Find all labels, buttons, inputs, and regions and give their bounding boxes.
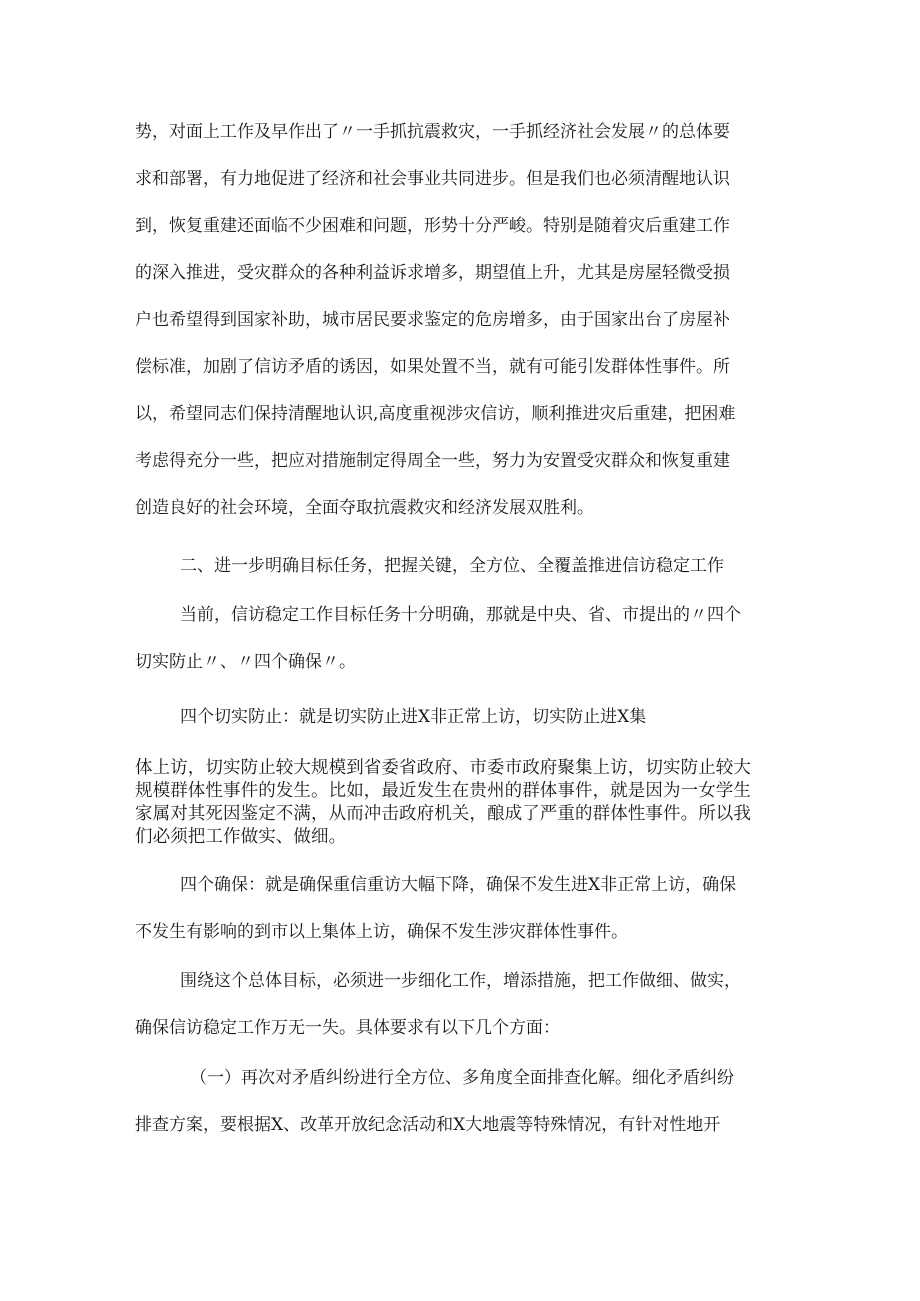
paragraph-first-line: 四个确保：就是确保重信重访大幅下降，确保不发生进X非正常上访，确保 [180, 875, 737, 895]
text-line: 规模群体性事件的发生。比如，最近发生在贵州的群体事件，就是因为一女学生 [135, 781, 751, 801]
text-line: 创造良好的社会环境，全面夺取抗震救灾和经济发展双胜利。 [135, 498, 594, 518]
text-line: 家属对其死因鉴定不满，从而冲击政府机关，酿成了严重的群体性事件。所以我 [135, 804, 751, 824]
text-line: 求和部署，有力地促进了经济和社会事业共同进步。但是我们也必须清醒地认识 [135, 169, 730, 189]
paragraph-first-line: 当前，信访稳定工作目标任务十分明确，那就是中央、省、市提出的〃四个 [180, 605, 741, 625]
text-line: 的深入推进，受灾群众的各种利益诉求增多，期望值上升，尤其是房屋轻微受损 [135, 263, 730, 283]
paragraph-first-line: 围绕这个总体目标，必须进一步细化工作，增添措施，把工作做细、做实， [180, 971, 741, 991]
text-line: 切实防止〃、〃四个确保〃。 [135, 652, 356, 672]
text-line: 排查方案，要根据X、改革开放纪念活动和X大地震等特殊情况，有针对性地开 [135, 1115, 721, 1135]
paragraph-first-line: 四个切实防止：就是切实防止进X非正常上访，切实防止进X集 [180, 707, 647, 727]
text-line: 不发生有影响的到市以上集体上访，确保不发生涉灾群体性事件。 [135, 922, 628, 942]
text-line: 以，希望同志们保持清醒地认识,高度重视涉灾信访，顺利推进灾后重建，把困难 [135, 404, 736, 424]
text-line: 到，恢复重建还面临不少困难和问题，形势十分严峻。特别是随着灾后重建工作 [135, 216, 730, 236]
text-line: 户也希望得到国家补助，城市居民要求鉴定的危房增多，由于国家出台了房屋补 [135, 310, 730, 330]
text-line: 体上访，切实防止较大规模到省委省政府、市委市政府聚集上访，切实防止较大 [135, 758, 751, 778]
section-heading: 二、进一步明确目标任务，把握关键，全方位、全覆盖推进信访稳定工作 [180, 556, 724, 576]
text-line: 们必须把工作做实、做细。 [135, 827, 347, 847]
text-line: 偿标准，加剧了信访矛盾的诱因，如果处置不当，就有可能引发群体性事件。所 [135, 357, 730, 377]
text-line: 确保信访稳定工作万无一失。具体要求有以下几个方面： [135, 1018, 560, 1038]
text-line: 势，对面上工作及早作出了〃一手抓抗震救灾，一手抓经济社会发展〃的总体要 [135, 122, 730, 142]
text-line: 考虑得充分一些，把应对措施制定得周全一些，努力为安置受灾群众和恢复重建 [135, 451, 730, 471]
paragraph-first-line: （一）再次对矛盾纠纷进行全方位、多角度全面排查化解。细化矛盾纠纷 [190, 1068, 734, 1088]
